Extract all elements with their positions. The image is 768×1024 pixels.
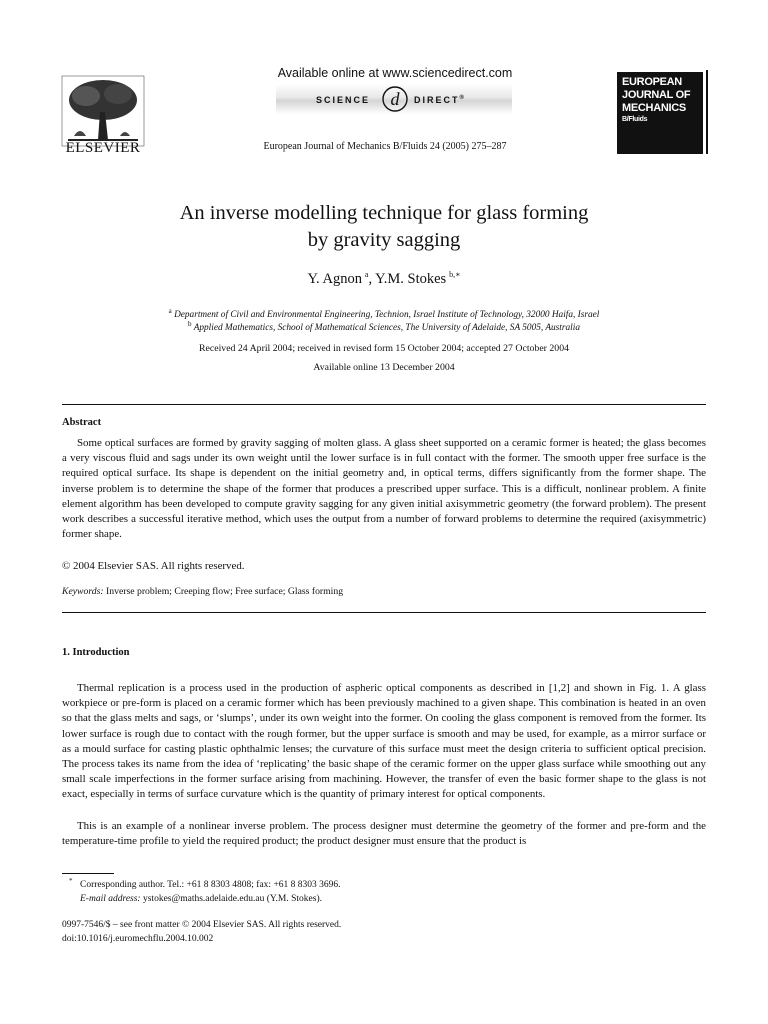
journal-cover-thumbnail (614, 70, 706, 156)
footnote-mark: * (69, 877, 73, 885)
abstract-heading: Abstract (62, 417, 102, 428)
section-heading: 1. Introduction (62, 647, 130, 658)
cover-line: MECHANICS (622, 102, 686, 114)
abstract-body: Some optical surfaces are formed by gravity sagging of molten glass. A glass sheet supported on a ceramic former is heated; the glass becomes a very viscous fluid and sags under its own weight until the lower surface is in full contact with the former. The smooth upper free surface is the required optical surface. Its shape is dependent on the initial geometry and, in optical terms, differs significantly from the former shape. The inverse problem is to determine the shape of the former that produces a prescribed upper surface. This is a difficult, nonlinear problem. A finite element algorithm has been developed to compute gravity sagging for any given initial axisymmetric geometry (the forward problem). The present work describes a successful iterative method, which uses the output from a number of forward problems to determine the required (axisymmetric) former shape. (62, 437, 706, 541)
cover-line: B/Fluids (622, 116, 648, 123)
affiliation-text: Applied Mathematics, School of Mathematical Sciences, The University of Adelaide, SA 5005, Australia (193, 323, 580, 334)
keywords-list: Inverse problem; Creeping flow; Free surface; Glass forming (106, 586, 344, 597)
affiliation (70, 307, 698, 320)
cover-line: EUROPEAN (622, 76, 682, 88)
doi-link[interactable]: doi:10.1016/j.euromechflu.2004.10.002 (62, 934, 214, 944)
body-paragraph: This is an example of a nonlinear inverse problem. The process designer must determine the geometry of the former and pre-form and the temperature-time profile to yield the required product; the product designer must ensure that the product is (62, 820, 706, 848)
keywords (62, 586, 343, 597)
affiliation (70, 320, 698, 333)
received-dates: Received 24 April 2004; received in revised form 15 October 2004; accepted 27 October 2004 (199, 343, 569, 354)
article-title (84, 200, 684, 254)
sciencedirect-d-logo-icon (378, 84, 412, 114)
cover-line: JOURNAL OF (622, 89, 691, 101)
available-online-date: Available online 13 December 2004 (313, 362, 455, 373)
registered-mark: ® (459, 95, 466, 101)
divider (62, 404, 706, 405)
issn-line: 0997-7546/$ – see front matter © 2004 Elsevier SAS. All rights reserved. (62, 920, 342, 930)
title-line: by gravity sagging (307, 229, 461, 251)
email-address[interactable]: ystokes@maths.adelaide.edu.au (Y.M. Stokes). (142, 894, 322, 904)
svg-text:d: d (390, 89, 400, 109)
author-name[interactable]: Y. Agnon (307, 270, 362, 287)
abstract-copyright: © 2004 Elsevier SAS. All rights reserved. (62, 560, 245, 572)
affiliation-text: Department of Civil and Environmental Engineering, Technion, Israel Institute of Technology, 32000 Haifa, Israel (174, 310, 600, 321)
sciencedirect-direct-label: DIRECT® (414, 95, 466, 105)
author-list (84, 270, 684, 288)
sciencedirect-science-label: SCIENCE (316, 95, 371, 105)
title-line: An inverse modelling technique for glass forming (179, 202, 589, 224)
journal-citation: European Journal of Mechanics B/Fluids 24 (2005) 275–287 (263, 141, 507, 152)
cover-edge (706, 70, 708, 154)
affiliation-mark: a (168, 307, 172, 315)
author-affiliation-mark: b,∗ (449, 270, 461, 279)
divider (62, 612, 706, 613)
keywords-label: Keywords: (62, 586, 104, 597)
publisher-name: ELSEVIER (65, 140, 141, 156)
email-note (80, 894, 322, 904)
author-name[interactable]: Y.M. Stokes (375, 270, 447, 287)
available-online-banner[interactable]: Available online at www.sciencedirect.com (277, 66, 513, 80)
author-affiliation-mark: a (364, 270, 369, 279)
affiliation-mark: b (188, 320, 192, 328)
footnote-divider (62, 873, 114, 874)
body-paragraph: Thermal replication is a process used in the production of aspheric optical components as described in [1,2] and shown in Fig. 1. A glass workpiece or pre-form is placed on a ceramic former which has been previously machined to a given shape. This combination is heated in an oven so that the glass melts and sags, or ‘slumps’, under its own weight into the former. On cooling the glass component is removed from the former. Its lower surface is rough due to contact with the rough former, but the upper surface is smooth and may be used, for example, as a mirror surface or as a mould surface for casting plastic ophthalmic lenses; the curvature of this surface must meet the design criteria to sufficient optical precision. The process takes its name from the idea of ‘replicating’ the basic shape of the ceramic former on the upper glass surface while smoothing out any small scale imperfections in the former surface arising from machining. However, the transfer of even the basic former shape to the glass is not exact, especially in terms of surface curvature which is the quantity of primary interest for optical components. (62, 682, 706, 801)
author-separator: , (368, 270, 376, 287)
corresponding-author-note: Corresponding author. Tel.: +61 8 8303 4808; fax: +61 8 8303 3696. (80, 880, 341, 890)
email-label: E-mail address: (80, 894, 141, 904)
